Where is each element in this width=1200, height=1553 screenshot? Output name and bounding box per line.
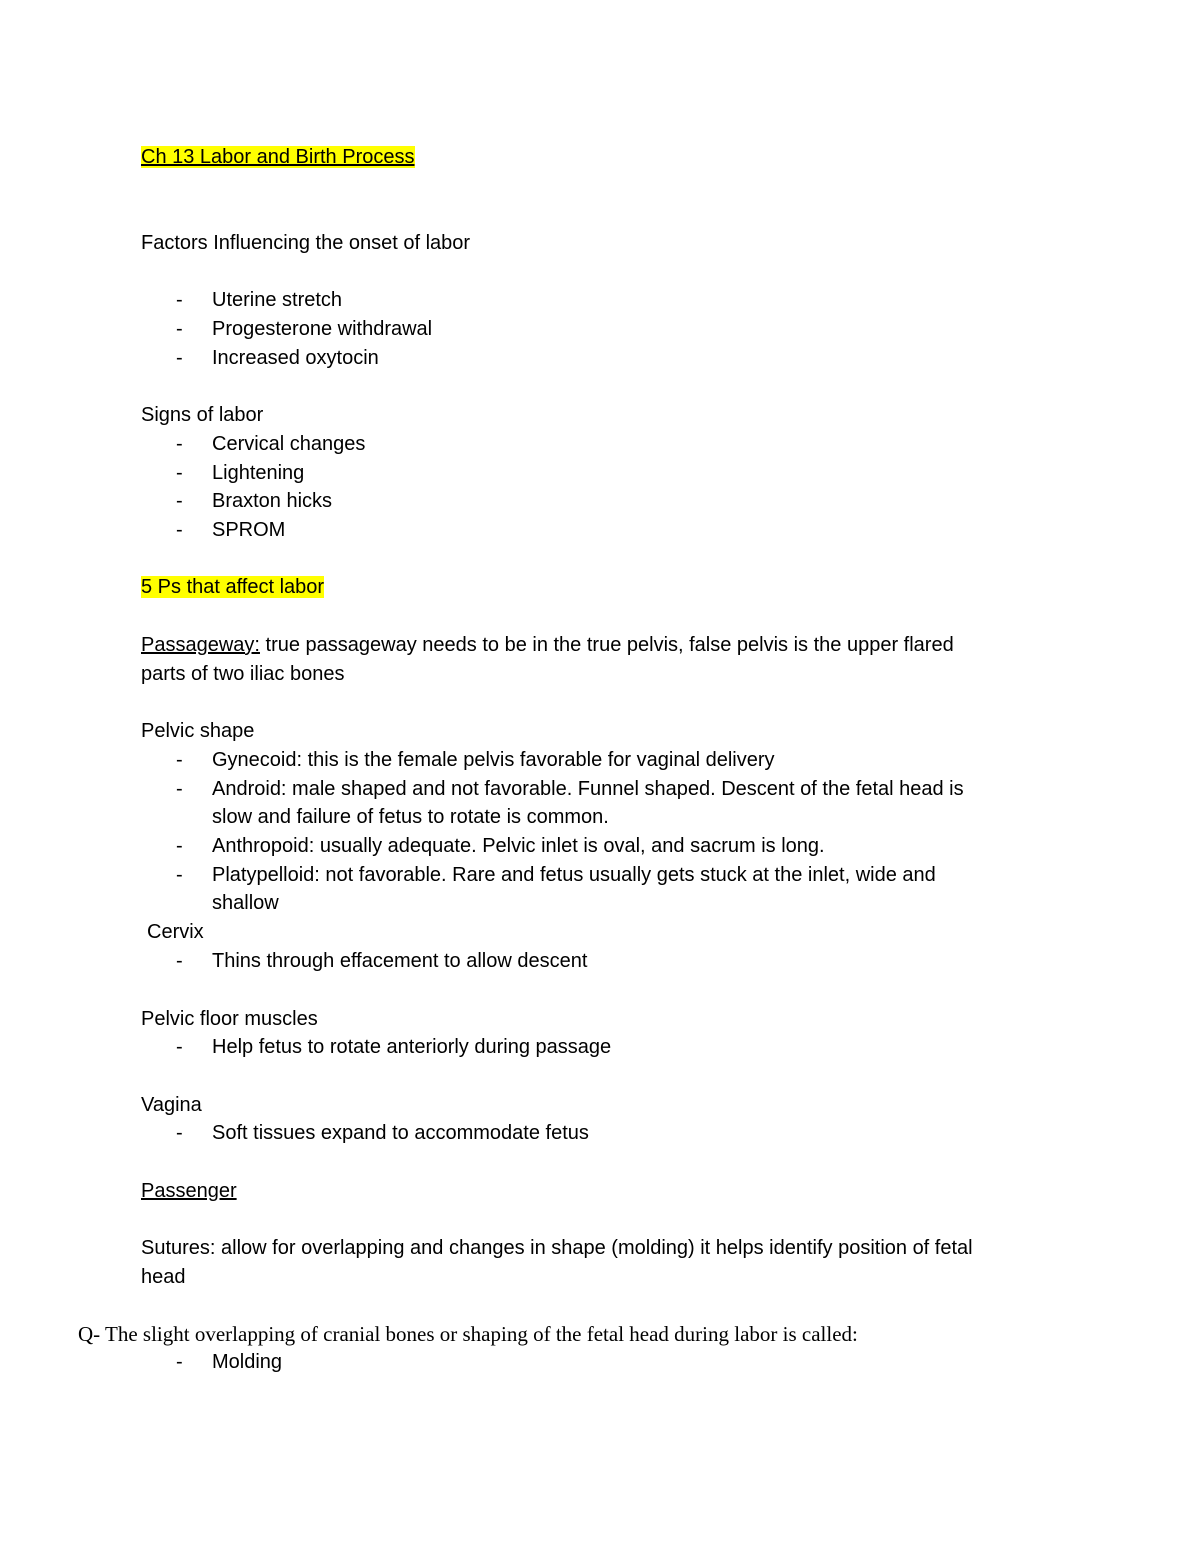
- cervix-item: Thins through effacement to allow descent: [212, 950, 588, 972]
- pelvic-shape-item: Gynecoid: this is the female pelvis favorable for vaginal delivery: [212, 749, 775, 771]
- bullet-dash: -: [176, 1351, 183, 1373]
- pelvic-floor-heading: Pelvic floor muscles: [141, 1008, 318, 1030]
- sutures-line: Sutures: allow for overlapping and changes in shape (molding) it helps identify position of fetal: [141, 1237, 973, 1259]
- passageway-line: [141, 631, 954, 659]
- bullet-dash: -: [176, 864, 183, 886]
- passageway-label: Passageway:: [141, 634, 260, 656]
- sutures-line-2: head: [141, 1266, 186, 1288]
- title-text: Ch 13 Labor and Birth Process: [141, 146, 415, 168]
- bullet-dash: -: [176, 950, 183, 972]
- passenger-heading-text: Passenger: [141, 1180, 237, 1202]
- five-ps-heading: [141, 573, 324, 601]
- signs-item: Braxton hicks: [212, 490, 333, 512]
- pelvic-shape-item: Platypelloid: not favorable. Rare and fetus usually gets stuck at the inlet, wide and: [212, 864, 936, 886]
- cervix-heading: Cervix: [147, 921, 204, 943]
- bullet-dash: -: [176, 347, 183, 369]
- signs-heading: Signs of labor: [141, 404, 264, 426]
- bullet-dash: -: [176, 289, 183, 311]
- pelvic-shape-item: Anthropoid: usually adequate. Pelvic inlet is oval, and sacrum is long.: [212, 835, 825, 857]
- bullet-dash: -: [176, 318, 183, 340]
- onset-item: Progesterone withdrawal: [212, 318, 433, 340]
- bullet-dash: -: [176, 490, 183, 512]
- bullet-dash: -: [176, 462, 183, 484]
- signs-item: SPROM: [212, 519, 286, 541]
- bullet-dash: -: [176, 433, 183, 455]
- signs-item: Lightening: [212, 462, 305, 484]
- pelvic-shape-item: Android: male shaped and not favorable. Funnel shaped. Descent of the fetal head is: [212, 778, 964, 800]
- pelvic-floor-item: Help fetus to rotate anteriorly during passage: [212, 1036, 612, 1058]
- pelvic-shape-item-cont: slow and failure of fetus to rotate is common.: [212, 806, 609, 828]
- pelvic-shape-item-cont: shallow: [212, 892, 279, 914]
- passenger-heading: [141, 1177, 237, 1205]
- five-ps-heading-text: 5 Ps that affect labor: [141, 576, 325, 598]
- bullet-dash: -: [176, 749, 183, 771]
- bullet-dash: -: [176, 519, 183, 541]
- pelvic-shape-heading: Pelvic shape: [141, 720, 255, 742]
- title: [141, 143, 415, 171]
- vagina-heading: Vagina: [141, 1094, 202, 1116]
- passageway-text: true passageway needs to be in the true pelvis, false pelvis is the upper flared: [259, 634, 954, 656]
- onset-item: Uterine stretch: [212, 289, 343, 311]
- onset-item: Increased oxytocin: [212, 347, 379, 369]
- vagina-item: Soft tissues expand to accommodate fetus: [212, 1122, 589, 1144]
- question-answer: Molding: [212, 1351, 283, 1373]
- signs-item: Cervical changes: [212, 433, 366, 455]
- passageway-line-2: parts of two iliac bones: [141, 663, 345, 685]
- bullet-dash: -: [176, 778, 183, 800]
- bullet-dash: -: [176, 835, 183, 857]
- question-text: Q- The slight overlapping of cranial bones or shaping of the fetal head during labor is called:: [78, 1322, 858, 1346]
- bullet-dash: -: [176, 1122, 183, 1144]
- onset-heading: Factors Influencing the onset of labor: [141, 232, 471, 254]
- bullet-dash: -: [176, 1036, 183, 1058]
